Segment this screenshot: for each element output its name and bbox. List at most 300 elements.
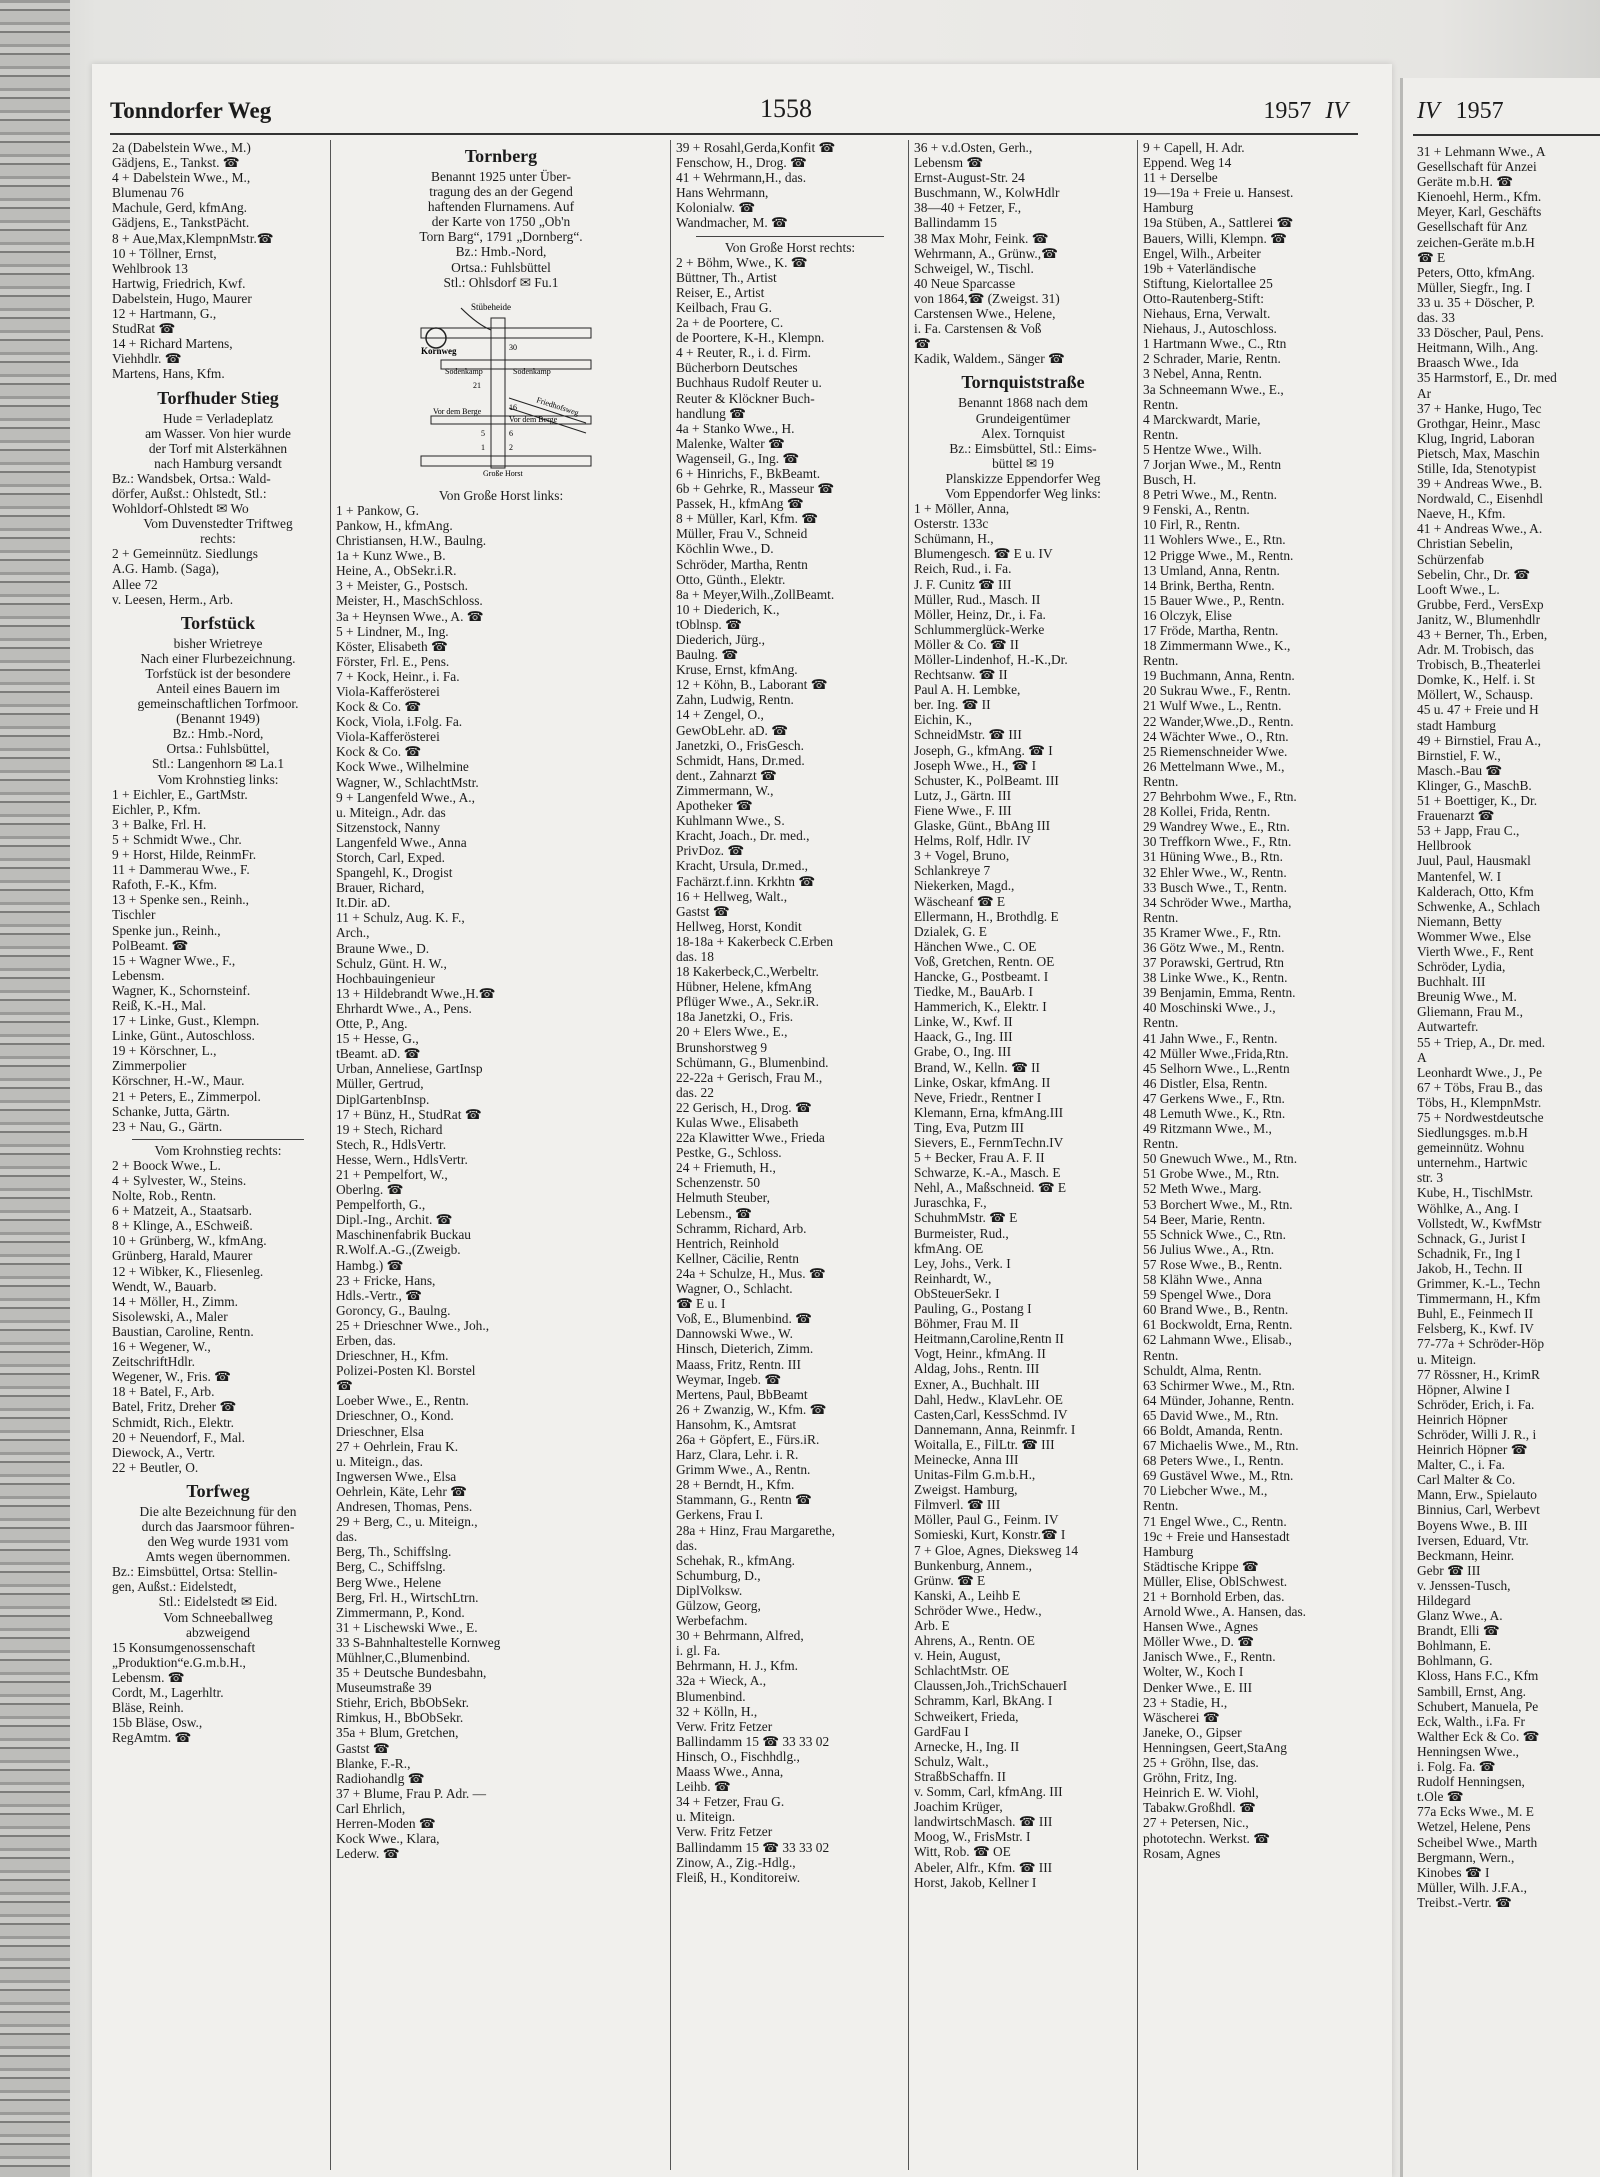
directory-entry: Müller, Siegfr., Ing. I: [1417, 279, 1531, 295]
directory-entry: Diederich, Jürg.,: [676, 632, 766, 647]
directory-entry: Schweikert, Frieda,: [914, 1708, 1019, 1724]
directory-entry: Wetzel, Helene, Pens: [1417, 1819, 1531, 1835]
year-volume: [1263, 98, 1348, 125]
directory-entry: Radiohandlg ☎: [336, 1770, 425, 1786]
directory-entry: Janisch Wwe., F., Rentn.: [1143, 1649, 1276, 1665]
directory-entry: Gerkens, Frau I.: [676, 1507, 764, 1523]
directory-entry: Wohldorf-Ohlstedt ✉ Wo: [112, 501, 249, 517]
directory-entry: Sitzenstock, Nanny: [336, 819, 441, 835]
directory-entry: Walther Eck & Co. ☎: [1417, 1728, 1540, 1744]
directory-entry: Exner, A., Buchhalt. III: [914, 1376, 1040, 1392]
directory-entry: 32 Ehler Wwe., W., Rentn.: [1143, 864, 1287, 880]
column-divider: [1137, 140, 1138, 2170]
directory-entry: Treibst.-Vertr. ☎: [1417, 1894, 1512, 1910]
directory-entry: Schehak, R., kfmAng.: [676, 1552, 796, 1568]
directory-entry: Bohlmann, E.: [1417, 1638, 1492, 1654]
street-note: (Benannt 1949): [176, 711, 260, 727]
directory-entry: Möller & Co. ☎ II: [914, 636, 1019, 652]
directory-entry: Lutz, J., Gärtn. III: [914, 787, 1012, 803]
directory-entry: Rentn.: [1143, 1347, 1179, 1363]
directory-entry: 2 + Boock Wwe., L.: [112, 1157, 221, 1173]
directory-entry: Hildegard: [1417, 1593, 1471, 1608]
directory-entry: das. 33: [1417, 310, 1455, 326]
directory-entry: Kulas Wwe., Elisabeth: [676, 1115, 799, 1130]
directory-entry: Hesse, Wern., HdlsVertr.: [336, 1151, 468, 1167]
directory-entry: Ehrhardt Wwe., A., Pens.: [336, 1000, 472, 1016]
directory-entry: Kolonialw. ☎: [676, 200, 756, 216]
directory-entry: Müller, Frau V., Schneid: [676, 526, 808, 542]
directory-entry: Casten,Carl, KessSchmd. IV: [914, 1406, 1068, 1422]
directory-entry: Wagner, W., SchlachtMstr.: [336, 774, 479, 790]
directory-entry: Carstensen Wwe., Helene,: [914, 306, 1056, 322]
directory-entry: Kruse, Ernst, kfmAng.: [676, 662, 798, 678]
directory-entry: Tiedke, M., BauArb. I: [914, 984, 1033, 1000]
directory-entry: Grothgar, Heinr., Masc: [1417, 415, 1541, 431]
directory-entry: Dannowski Wwe., W.: [676, 1326, 793, 1342]
directory-entry: 53 + Japp, Frau C.,: [1417, 823, 1520, 839]
directory-entry: Henningsen, Geert,StaAng: [1143, 1739, 1287, 1755]
directory-entry: 14 + Möller, H., Zimm.: [112, 1293, 239, 1309]
directory-entry: 39 + Andreas Wwe., B.: [1417, 476, 1543, 492]
directory-entry: Dannemann, Anna, Reinmfr. I: [914, 1421, 1076, 1437]
directory-entry: Stiftung, Kielortallee 25: [1143, 275, 1273, 291]
directory-entry: phototechn. Werkst. ☎: [1143, 1830, 1270, 1846]
directory-entry: Möller, Paul G., Feinm. IV: [914, 1512, 1059, 1528]
map-label-vor-dem-berge-left: Vor dem Berge: [433, 406, 482, 416]
directory-entry: landwirtschMasch. ☎ III: [914, 1814, 1053, 1830]
directory-entry: Klinger, G., MaschB.: [1417, 777, 1532, 793]
directory-entry: Binnius, Carl, Werbevt: [1417, 1502, 1540, 1518]
directory-entry: Städtische Krippe ☎: [1143, 1558, 1259, 1574]
directory-entry: 65 David Wwe., M., Rtn.: [1143, 1407, 1279, 1423]
directory-entry: Arb. E: [914, 1618, 950, 1633]
directory-entry: Zinow, A., Zig.-Hdlg.,: [676, 1854, 796, 1870]
directory-entry: 67 Michaelis Wwe., M., Rtn.: [1143, 1438, 1299, 1454]
directory-entry: A.G. Hamb. (Saga),: [112, 561, 220, 577]
directory-entry: Müller, Elise, OblSchwest.: [1143, 1573, 1288, 1589]
directory-entry: Joseph Wwe., H., ☎ I: [914, 757, 1037, 773]
directory-entry: Zweigst. Hamburg,: [914, 1482, 1018, 1498]
directory-entry: Bergmann, Wern.,: [1417, 1849, 1515, 1865]
directory-entry: Gülzow, Georg,: [676, 1598, 761, 1613]
directory-entry: 5 + Schmidt Wwe., Chr.: [112, 831, 242, 847]
street-range-title: Tonndorfer Weg: [110, 98, 272, 123]
directory-entry: ☎: [914, 336, 931, 352]
directory-entry: Janeke, O., Gipser: [1143, 1724, 1242, 1740]
directory-entry: Wegener, W., Fris. ☎: [112, 1369, 231, 1385]
directory-entry: Linke, W., Kwf. II: [914, 1014, 1013, 1030]
directory-entry: u. Miteign., das.: [336, 1453, 424, 1469]
directory-entry: 8 Petri Wwe., M., Rentn.: [1143, 487, 1278, 503]
directory-entry: Wagner, K., Schornsteinf.: [112, 982, 251, 998]
directory-entry: 36 + v.d.Osten, Gerh.,: [914, 140, 1033, 155]
directory-entry: Niekerken, Magd.,: [914, 878, 1015, 894]
directory-entry: Wendt, W., Bauarb.: [112, 1278, 217, 1294]
directory-entry: 16 + Hellweg, Walt.,: [676, 888, 788, 904]
directory-entry: Wäscherei ☎: [1143, 1709, 1220, 1725]
header-rule: [110, 133, 1358, 135]
column-3: [676, 140, 904, 2170]
directory-entry: 22 Gerisch, H., Drog. ☎: [676, 1099, 812, 1115]
directory-entry: 9 Fenski, A., Rentn.: [1143, 502, 1250, 518]
directory-entry: 15 Bauer Wwe., P., Rentn.: [1143, 592, 1285, 608]
directory-entry: 53 Borchert Wwe., M., Rtn.: [1143, 1196, 1293, 1212]
directory-entry: Pestke, G., Schloss.: [676, 1145, 782, 1161]
directory-entry: Eichin, K.,: [914, 712, 973, 728]
directory-entry: 77a Ecks Wwe., M. E: [1417, 1804, 1534, 1820]
directory-entry: 48 Lemuth Wwe., K., Rtn.: [1143, 1106, 1286, 1121]
directory-entry: Stammann, G., Rentn ☎: [676, 1492, 812, 1508]
directory-entry: Kinobes ☎ I: [1417, 1864, 1490, 1880]
directory-entry: Schröder, Erich, i. Fa.: [1417, 1396, 1535, 1412]
directory-entry: 51 + Boettiger, K., Dr.: [1417, 793, 1538, 809]
directory-entry: 9 + Langenfeld Wwe., A.,: [336, 789, 475, 805]
section-rule: [696, 236, 884, 237]
directory-entry: Carl Malter & Co.: [1417, 1472, 1516, 1488]
directory-entry: Maschinenfabrik Buckau: [336, 1227, 471, 1243]
directory-entry: Schröder, Willi J. R., i: [1417, 1426, 1537, 1442]
directory-entry: 10 Firl, R., Rentn.: [1143, 517, 1241, 533]
directory-entry: Zimmermann, P., Kond.: [336, 1604, 465, 1620]
directory-entry: Wehrmann, A., Grünw.,☎: [914, 245, 1058, 261]
directory-entry: Trobisch, B.,Theaterlei: [1417, 657, 1541, 673]
directory-entry: Meinecke, Anna III: [914, 1451, 1019, 1467]
directory-entry: 23 + Fricke, Hans,: [336, 1272, 436, 1288]
column-4: [914, 140, 1132, 2170]
directory-entry: Kracht, Ursula, Dr.med.,: [676, 858, 809, 874]
directory-entry: Helms, Rolf, Hdlr. IV: [914, 833, 1031, 849]
directory-entry: Weymar, Ingeb. ☎: [676, 1371, 782, 1387]
directory-entry: Mann, Erw., Spielauto: [1417, 1487, 1537, 1503]
directory-entry: Bunkenburg, Annem.,: [914, 1557, 1033, 1573]
directory-entry: Denker Wwe., E. III: [1143, 1679, 1253, 1695]
directory-entry: 33 u. 35 + Döscher, P.: [1417, 294, 1535, 310]
directory-entry: t.Ole ☎: [1417, 1789, 1464, 1805]
directory-entry: Vogt, Heinr., kfmAng. II: [914, 1346, 1046, 1362]
directory-entry: 5 Hentze Wwe., Wilh.: [1143, 441, 1262, 457]
street-note: haftenden Flurnamens. Auf: [427, 199, 575, 215]
directory-entry: Baulng. ☎: [676, 647, 739, 663]
street-note: Bz.: Hmb.-Nord,: [455, 244, 547, 260]
directory-entry: 8 + Müller, Karl, Kfm. ☎: [676, 511, 818, 527]
street-note: Ortsa.: Fuhlsbüttel: [451, 259, 551, 275]
directory-entry: 7 + Gloe, Agnes, Dieksweg 14: [914, 1542, 1079, 1558]
directory-entry: Möller Wwe., D. ☎: [1143, 1634, 1254, 1650]
directory-entry: Schröder Wwe., Hedw.,: [914, 1602, 1042, 1618]
directory-entry: Woitalla, E., FilLtr. ☎ III: [914, 1436, 1055, 1452]
directory-entry: Zimmermann, W.,: [676, 782, 774, 798]
directory-entry: Müller, Rud., Masch. II: [914, 591, 1041, 607]
directory-entry: ObSteuerSekr. I: [914, 1285, 1000, 1301]
directory-entry: 15 + Wagner Wwe., F.,: [112, 952, 236, 968]
directory-entry: Iversen, Eduard, Vtr.: [1417, 1532, 1529, 1548]
map-label-sodenkamp-right: Sodenkamp: [513, 366, 551, 376]
directory-entry: Hellbrook: [1417, 838, 1472, 854]
directory-entry: 45 Selhorn Wwe., L.,Rentn: [1143, 1060, 1290, 1076]
directory-entry: Reiß, K.-H., Mal.: [112, 997, 207, 1013]
directory-entry: Heinrich E. W. Viohl,: [1143, 1785, 1259, 1801]
directory-entry: Meister, H., MaschSchloss.: [336, 593, 483, 609]
directory-entry: 23 + Nau, G., Gärtn.: [112, 1118, 223, 1134]
directory-entry: Köster, Elisabeth ☎: [336, 638, 448, 654]
directory-entry: Rudolf Henningsen,: [1417, 1774, 1525, 1790]
directory-entry: tOblnsp. ☎: [676, 616, 742, 632]
directory-entry: PolBeamt. ☎: [112, 937, 189, 953]
directory-entry: das.: [336, 1529, 358, 1545]
directory-entry: 32 + Kölln, H.,: [676, 1703, 758, 1719]
directory-entry: Reiser, E., Artist: [676, 284, 765, 300]
directory-entry: Meyer, Karl, Geschäfts: [1417, 204, 1542, 220]
directory-entry: Sebelin, Chr., Dr. ☎: [1417, 566, 1531, 582]
directory-entry: Zahn, Ludwig, Rentn.: [676, 692, 794, 708]
directory-entry: 14 Brink, Bertha, Rentn.: [1143, 577, 1275, 593]
street-note: Amts wegen übernommen.: [145, 1549, 291, 1565]
directory-entry: 41 + Wehrmann,H., das.: [676, 170, 807, 186]
directory-entry: 4 + Sylvester, W., Steins.: [112, 1173, 247, 1188]
directory-entry: 33 Döscher, Paul, Pens.: [1417, 325, 1544, 341]
directory-entry: 13 Umland, Anna, Rentn.: [1143, 562, 1280, 578]
directory-entry: Arch.,: [336, 925, 370, 941]
directory-entry: Vollstedt, W., KwfMstr: [1417, 1215, 1542, 1231]
directory-entry: Kock & Co. ☎: [336, 699, 422, 715]
directory-entry: 28a + Hinz, Frau Margarethe,: [676, 1522, 836, 1538]
directory-entry: Autwartefr.: [1417, 1019, 1479, 1035]
directory-entry: Bauers, Willi, Klempn. ☎: [1143, 230, 1287, 246]
directory-entry: kfmAng. OE: [914, 1240, 984, 1256]
directory-entry: 38 Max Mohr, Feink. ☎: [914, 230, 1049, 246]
directory-entry: Urban, Anneliese, GartInsp: [336, 1061, 483, 1077]
directory-entry: Pempelforth, G.,: [336, 1197, 426, 1213]
directory-entry: Martens, Hans, Kfm.: [112, 366, 225, 382]
directory-entry: Kock & Co. ☎: [336, 744, 422, 760]
directory-entry: 69 Gustävel Wwe., M., Rtn.: [1143, 1468, 1294, 1484]
directory-entry: Schramm, Richard, Arb.: [676, 1220, 807, 1236]
street-sketch-svg: [401, 298, 601, 478]
directory-entry: Naeve, H., Kfm.: [1417, 506, 1506, 522]
directory-entry: Schümann, G., Blumenbind.: [676, 1054, 829, 1070]
directory-entry: das. 18: [676, 948, 714, 964]
directory-entry: 33 Busch Wwe., T., Rentn.: [1143, 879, 1287, 895]
directory-entry: ☎ E: [1417, 249, 1446, 265]
directory-entry: Henningsen Wwe.,: [1417, 1743, 1520, 1759]
street-sketch-map: [401, 298, 601, 478]
directory-entry: Langenfeld Wwe., Anna: [336, 834, 467, 850]
directory-entry: SchuhmMstr. ☎ E: [914, 1210, 1018, 1226]
directory-entry: 2a + de Poortere, C.: [676, 315, 784, 331]
directory-entry: das.: [676, 1537, 698, 1553]
directory-entry: 56 Julius Wwe., A., Rtn.: [1143, 1241, 1275, 1257]
directory-entry: 8 + Aue,Max,KlempnMstr.☎: [112, 230, 274, 246]
directory-entry: 42 Müller Wwe.,Frida,Rtn.: [1143, 1045, 1289, 1061]
directory-entry: 35 Harmstorf, E., Dr. med: [1417, 370, 1557, 386]
directory-entry: Hansen Wwe., Agnes: [1143, 1619, 1259, 1635]
street-note: Stl.: Ohlsdorf ✉ Fu.1: [443, 274, 559, 290]
directory-entry: Schuldt, Alma, Rentn.: [1143, 1362, 1262, 1378]
directory-entry: Hübner, Helene, kfmAng: [676, 979, 812, 995]
directory-entry: Schröder, Martha, Rentn: [676, 556, 808, 572]
directory-entry: Schramm, Karl, BkAng. I: [914, 1693, 1053, 1709]
directory-entry: Jakob, H., Techn. II: [1417, 1260, 1523, 1276]
directory-entry: GardFau I: [914, 1723, 969, 1739]
directory-entry: 4a + Stanko Wwe., H.: [676, 420, 795, 436]
directory-entry: Eck, Walth., i.Fa. Fr: [1417, 1713, 1526, 1729]
directory-entry: 54 Beer, Marie, Rentn.: [1143, 1211, 1266, 1227]
directory-entry: i. Fa. Carstensen & Voß: [914, 321, 1042, 337]
directory-entry: 30 Treffkorn Wwe., F., Rtn.: [1143, 834, 1292, 850]
directory-entry: Keilbach, Frau G.: [676, 299, 772, 315]
year: 1957: [1263, 98, 1312, 124]
directory-entry: 34 + Fetzer, Frau G.: [676, 1794, 785, 1810]
directory-entry: handlung ☎: [676, 405, 746, 421]
directory-entry: Hans Wehrmann,: [676, 185, 769, 201]
column-1: [112, 140, 324, 2170]
directory-entry: Juul, Paul, Hausmakl: [1417, 853, 1531, 869]
directory-entry: 22-22a + Gerisch, Frau M.,: [676, 1069, 823, 1085]
directory-entry: Otto-Rautenberg-Stift:: [1143, 290, 1264, 306]
directory-entry: 9 + Horst, Hilde, ReinmFr.: [112, 847, 257, 863]
directory-entry: 3 + Balke, Frl. H.: [112, 816, 207, 832]
directory-entry: 34 Schröder Wwe., Martha,: [1143, 894, 1292, 910]
directory-entry: Schröder, Lydia,: [1417, 959, 1506, 975]
directory-entry: Kienoehl, Herm., Kfm.: [1417, 189, 1542, 205]
directory-entry: Janitz, W., Blumenhdlr: [1417, 611, 1541, 627]
directory-entry: Paul A. H. Lembke,: [914, 682, 1021, 698]
directory-entry: zeichen-Geräte m.b.H: [1417, 234, 1535, 250]
directory-entry: 37 + Blume, Frau P. Adr. —: [336, 1785, 487, 1801]
directory-entry: 40 Neue Sparcasse: [914, 275, 1016, 291]
directory-entry: 24 + Friemuth, H.,: [676, 1160, 776, 1176]
directory-entry: Peters, Otto, kfmAng.: [1417, 264, 1535, 280]
street-heading: Torfweg: [186, 1480, 250, 1501]
page-header: [110, 92, 1360, 132]
directory-entry: Oberlng. ☎: [336, 1182, 404, 1198]
directory-entry: Verw. Fritz Fetzer: [676, 1824, 773, 1840]
directory-entry: 14 + Richard Martens,: [112, 336, 233, 352]
directory-entry: Bläse, Reinh.: [112, 1700, 184, 1716]
directory-entry: 55 Schnick Wwe., C., Rtn.: [1143, 1226, 1286, 1242]
directory-entry: Schadnik, Fr., Ing I: [1417, 1245, 1521, 1261]
directory-entry: 59 Spengel Wwe., Dora: [1143, 1287, 1272, 1303]
map-label-6: 6: [509, 428, 513, 438]
directory-entry: Schwenke, A., Schlach: [1417, 898, 1541, 914]
street-note: Vom Schneeballweg: [163, 1609, 273, 1625]
directory-entry: ☎ E u. I: [676, 1296, 726, 1312]
directory-entry: Höpner, Alwine I: [1417, 1381, 1510, 1397]
directory-entry: Fleiß, H., Konditoreiw.: [676, 1869, 801, 1885]
directory-entry: 31 Hüning Wwe., B., Rtn.: [1143, 849, 1283, 865]
directory-entry: 9 + Capell, H. Adr.: [1143, 140, 1245, 155]
directory-entry: Osterstr. 133c: [914, 516, 989, 532]
directory-entry: Diewock, A., Vertr.: [112, 1444, 216, 1460]
directory-entry: Gliemann, Frau M.,: [1417, 1004, 1523, 1020]
directory-entry: 11 + Derselbe: [1143, 170, 1218, 186]
directory-entry: 6 + Hinrichs, F., BkBeamt.: [676, 465, 821, 481]
directory-entry: 19a Stüben, A., Sattlerei ☎: [1143, 215, 1294, 231]
directory-entry: Beckmann, Heinr.: [1417, 1547, 1515, 1563]
directory-entry: Lebensm.: [112, 967, 165, 983]
book-spine-edge: [0, 0, 70, 2177]
directory-entry: Viola-Kafferösterei: [336, 683, 440, 699]
directory-entry: 1 + Pankow, G.: [336, 502, 419, 518]
directory-entry: 18-18a + Kakerbeck C.Erben: [676, 933, 834, 949]
directory-entry: Dzialek, G. E: [914, 923, 987, 939]
directory-entry: Spangehl, K., Drogist: [336, 865, 453, 881]
directory-entry: Kock Wwe., Klara,: [336, 1831, 440, 1847]
directory-entry: Körschner, H.-W., Maur.: [112, 1073, 245, 1089]
directory-entry: 12 + Köhn, B., Laborant ☎: [676, 677, 828, 693]
directory-entry: Gastst ☎: [676, 903, 730, 919]
directory-entry: 10 + Töllner, Ernst,: [112, 245, 217, 261]
directory-entry: Kloss, Hans F.C., Kfm: [1417, 1668, 1539, 1684]
directory-entry: Drieschner, O., Kond.: [336, 1408, 454, 1424]
directory-entry: Rentn.: [1143, 1498, 1179, 1514]
directory-entry: Kuhlmann Wwe., S.: [676, 813, 785, 829]
map-label-vor-dem-berge-right: Vor dem Berge: [509, 414, 558, 424]
directory-entry: Hinsch, O., Fischhdlg.,: [676, 1748, 800, 1764]
directory-entry: Horst, Jakob, Kellner I: [914, 1874, 1037, 1890]
directory-entry: Adr. M. Trobisch, das: [1417, 642, 1534, 658]
directory-entry: Sambill, Ernst, Ang.: [1417, 1683, 1526, 1699]
adjacent-year: 1957: [1455, 98, 1504, 124]
street-note: rechts:: [200, 531, 236, 547]
directory-entry: 4 + Dabelstein Wwe., M.,: [112, 170, 251, 186]
directory-entry: 39 Benjamin, Emma, Rentn.: [1143, 985, 1296, 1001]
directory-entry: Joseph, G., kfmAng. ☎ I: [914, 742, 1053, 758]
directory-entry: Cordt, M., Lagerhltr.: [112, 1685, 224, 1700]
directory-entry: 67 + Töbs, Frau B., das: [1417, 1079, 1543, 1095]
directory-entry: u. Miteign.: [1417, 1351, 1477, 1367]
directory-entry: Schwarze, K.-A., Masch. E: [914, 1165, 1061, 1181]
directory-entry: 61 Bockwoldt, Erna, Rentn.: [1143, 1317, 1293, 1333]
directory-entry: Müller, Wilh. J.F.A.,: [1417, 1879, 1527, 1895]
directory-entry: Grimm Wwe., A., Rentn.: [676, 1462, 811, 1478]
directory-entry: Otto, Günth., Elektr.: [676, 571, 786, 587]
directory-entry: 11 + Schulz, Aug. K. F.,: [336, 910, 465, 926]
directory-entry: SchneidMstr. ☎ III: [914, 727, 1022, 743]
adjacent-page: [1400, 78, 1600, 2177]
directory-entry: Spenke jun., Reinh.,: [112, 922, 221, 938]
directory-entry: Müller, Gertrud,: [336, 1076, 424, 1092]
directory-entry: Grünberg, Harald, Maurer: [112, 1248, 253, 1264]
directory-entry: 23 + Stadie, H.,: [1143, 1694, 1228, 1710]
map-label-30: 30: [509, 342, 517, 352]
directory-entry: PrivDoz. ☎: [676, 843, 745, 859]
directory-entry: Drieschner, H., Kfm.: [336, 1348, 449, 1364]
street-note: Grundeigentümer: [975, 410, 1071, 426]
directory-entry: 45 u. 47 + Freie und H: [1417, 702, 1539, 718]
directory-entry: Engel, Wilh., Arbeiter: [1143, 245, 1261, 261]
directory-entry: „Produktion“e.G.m.b.H.,: [112, 1654, 246, 1670]
directory-entry: Frauenarzt ☎: [1417, 808, 1495, 824]
directory-entry: 12 Prigge Wwe., M., Rentn.: [1143, 547, 1294, 563]
directory-entry: 7 Jorjan Wwe., M., Rentn: [1143, 456, 1282, 472]
directory-entry: Köchlin Wwe., D.: [676, 541, 774, 557]
directory-entry: Hansohm, K., Amtsrat: [676, 1416, 797, 1432]
directory-entry: 2 Schrader, Marie, Rentn.: [1143, 351, 1281, 367]
directory-entry: Böhmer, Frau M. II: [914, 1316, 1019, 1332]
directory-entry: Kanski, A., Leihb E: [914, 1587, 1021, 1603]
directory-entry: Joachim Krüger,: [914, 1799, 1003, 1815]
directory-entry: J. F. Cunitz ☎ III: [914, 576, 1012, 592]
directory-entry: Rimkus, H., BbObSekr.: [336, 1710, 464, 1726]
directory-entry: Vierth Wwe., F., Rent: [1417, 943, 1534, 959]
directory-entry: Heitmann,Caroline,Rentn II: [914, 1331, 1064, 1347]
directory-entry: Burmeister, Rud.,: [914, 1225, 1009, 1241]
directory-entry: 29 + Berg, C., u. Miteign.,: [336, 1514, 478, 1530]
directory-entry: 10 + Diederich, K.,: [676, 601, 780, 617]
directory-entry: 13 + Spenke sen., Reinh.,: [112, 892, 249, 908]
street-note: Von Große Horst links:: [438, 487, 564, 503]
